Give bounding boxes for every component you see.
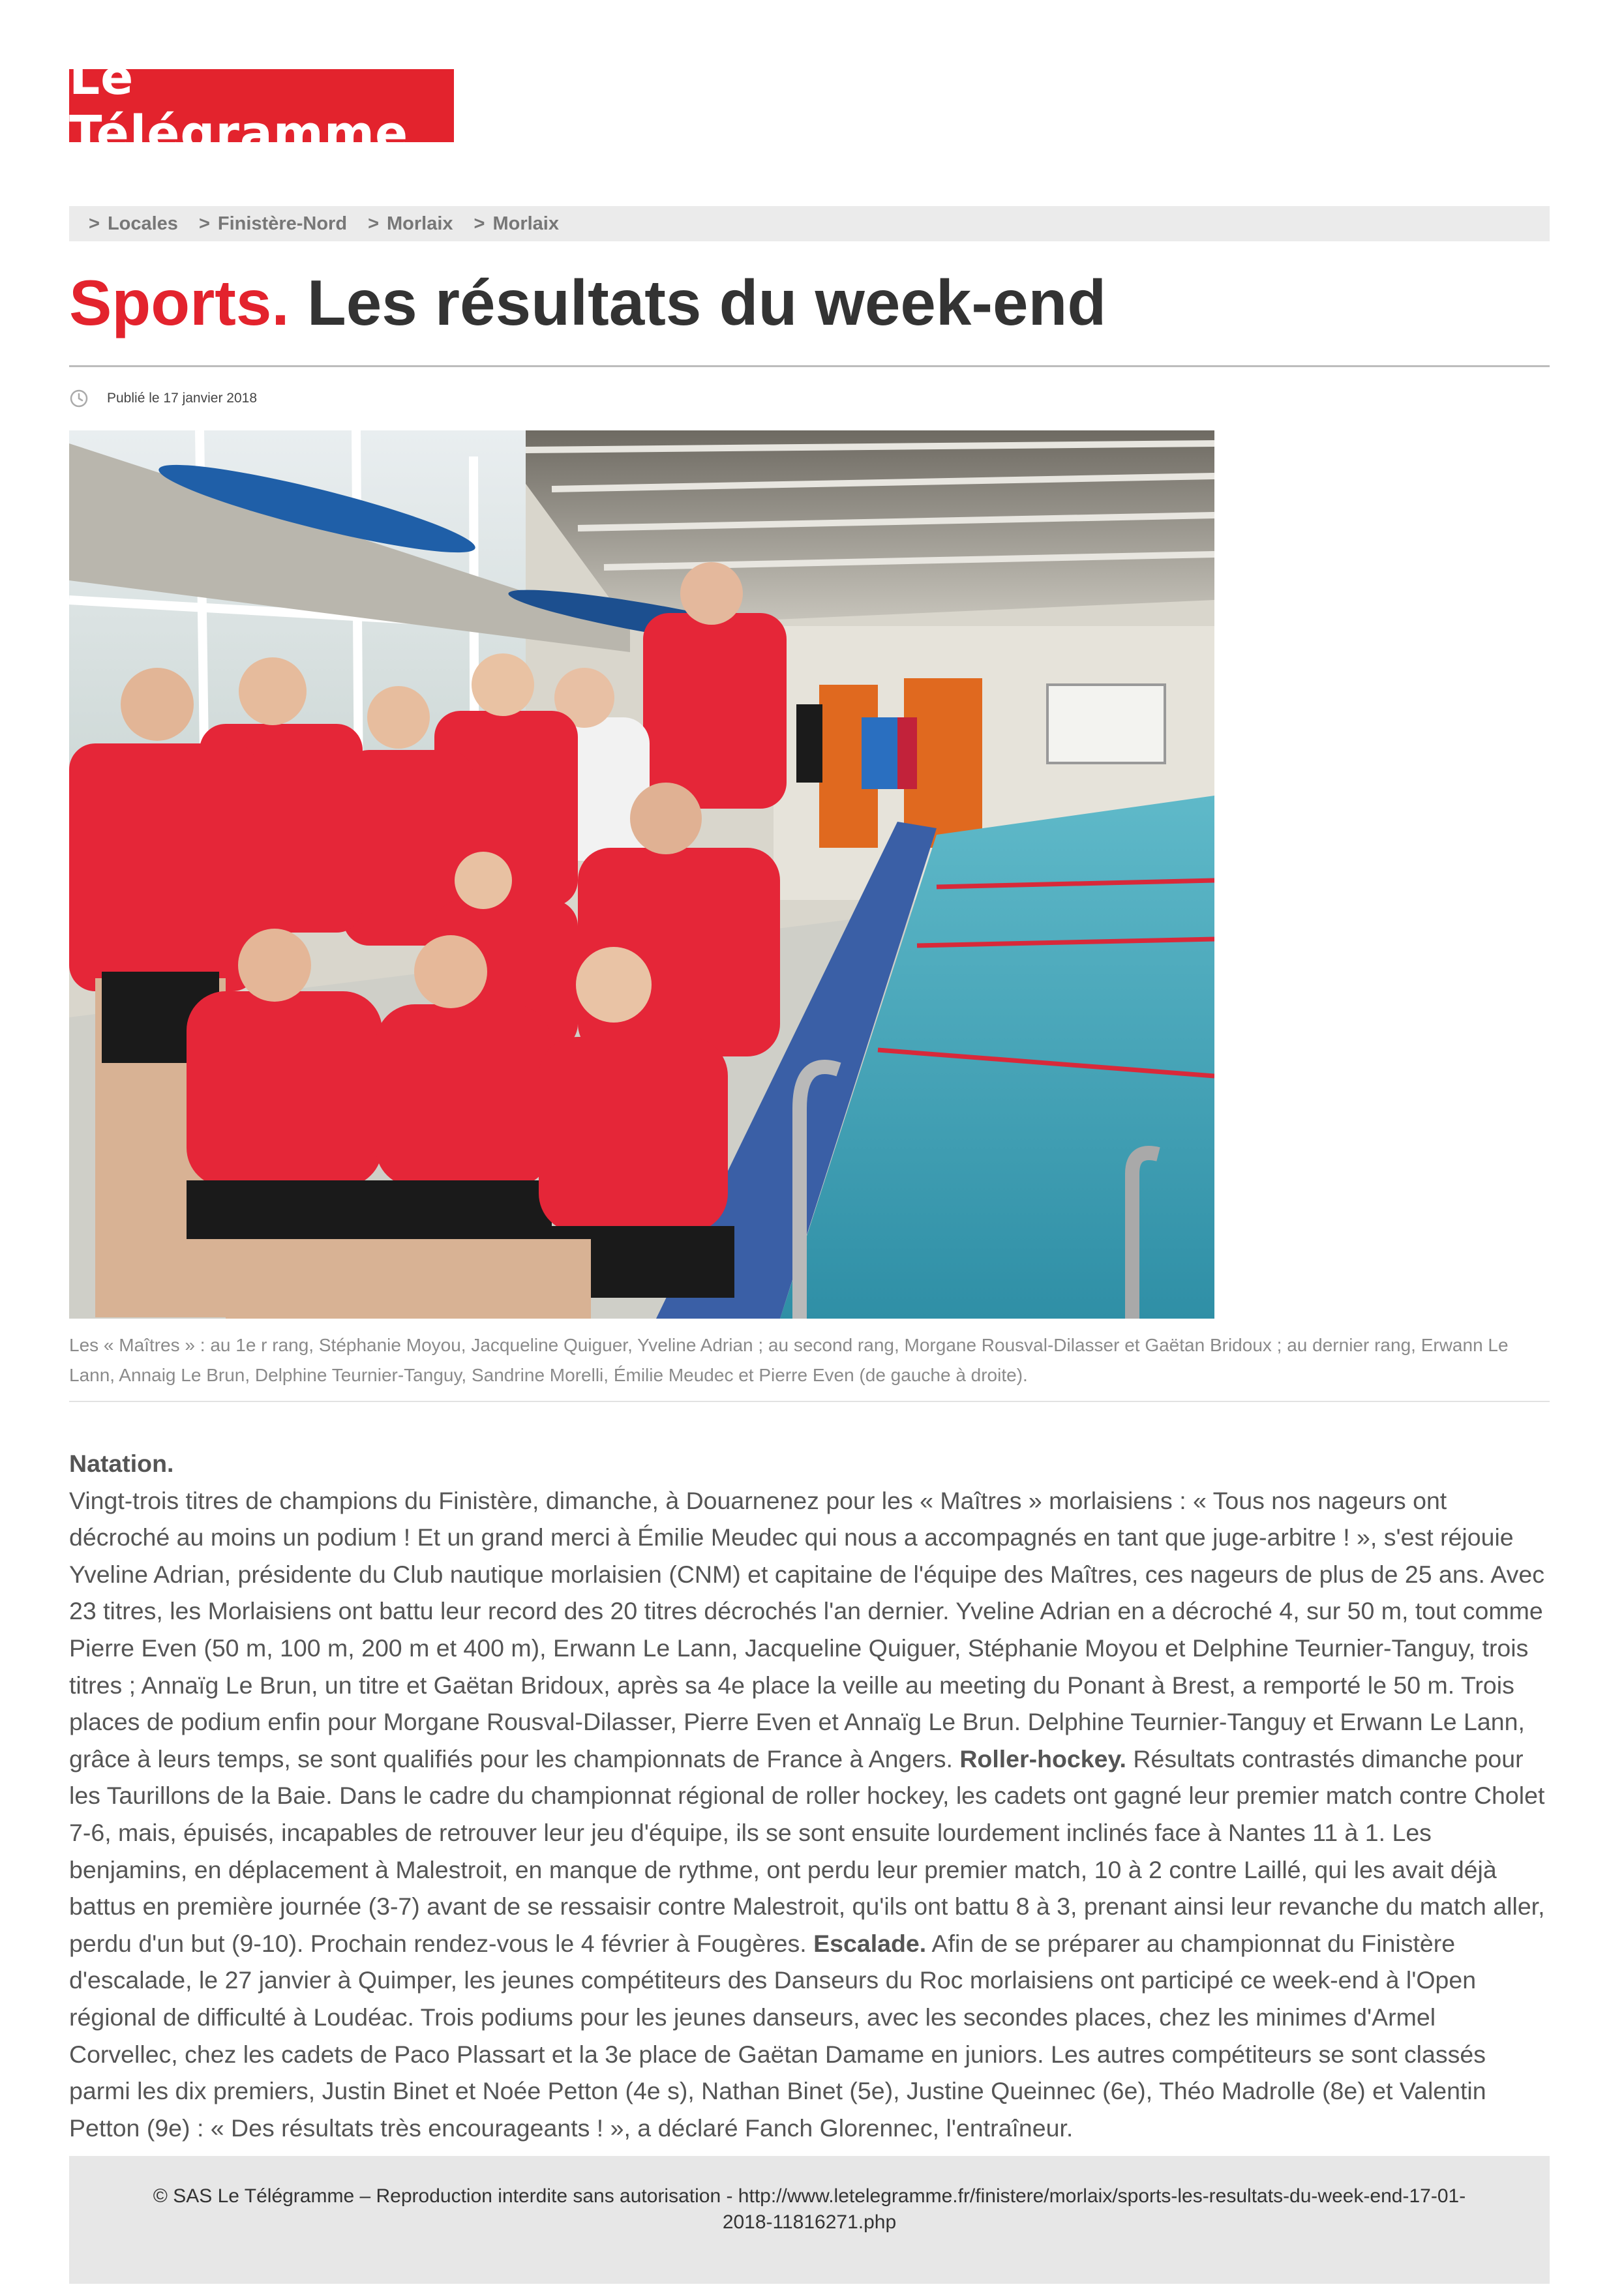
breadcrumb-item-locales[interactable]: > Locales — [89, 213, 178, 234]
publication-date-text: Publié le 17 janvier 2018 — [107, 391, 257, 406]
section-text-roller-hockey: Résultats contrastés dimanche pour les Taurillons de la Baie. Dans le cadre du championnat régional de roller hockey, les cadets ont gagné leur premier match contre Cholet 7-6, mais, épuisés, incapables de retrouver leur jeu d'équipe, ils se sont ensuite lourdement inclinés face à Nantes 11 à 1. Les benjamins, en déplacement à Malestroit, en manque de rythme, ont perdu leur premier match, 10 à 2 contre Laillé, qui les avait déjà battus en première journée (3-7) avant de se ressaisir contre Malestroit, qu'ils ont battu 8 à 3, prenant ainsi leur revanche du match aller, perdu d'un but (9-10). Prochain rendez-vous le 4 février à Fougères. — [69, 1744, 1545, 1957]
breadcrumb-item-morlaix[interactable]: > Morlaix — [368, 213, 453, 234]
group-photo-swimming-pool-icon — [69, 430, 1214, 1319]
article-title-text: Les résultats du week-end — [307, 267, 1107, 338]
clock-icon — [69, 389, 89, 408]
title-divider — [69, 365, 1550, 367]
article-title — [69, 265, 1106, 342]
section-title-natation: Natation. — [69, 1450, 174, 1477]
section-text-escalade: Afin de se préparer au championnat du Finistère d'escalade, le 27 janvier à Quimper, les jeunes compétiteurs des Danseurs du Roc morlaisiens ont participé ce week-end à l'Open régional de difficulté à Loudéac. Trois podiums pour les jeunes danseurs, avec les secondes places, chez les minimes d'Armel Corvellec, chez les cadets de Paco Plassart et la 3e place de Gaëtan Damame en juniors. Les autres compétiteurs se sont classés parmi les dix premiers, Justin Binet et Noée Petton (4e s), Nathan Binet (5e), Justine Queinnec (6e), Théo Madrolle (8e) et Valentin Petton (9e) : « Des résultats très encourageants ! », a déclaré Fanch Glorennec, l'entraîneur. — [69, 1929, 1486, 2142]
section-title-escalade: Escalade. — [813, 1929, 927, 1957]
copyright-footer — [69, 2156, 1550, 2284]
copyright-text: © SAS Le Télégramme – Reproduction interdite sans autorisation - http://www.letelegramme.fr/finistere/morlaix/sports-les-resultats-du-week-end-17-01-2018-11816271.php — [153, 2185, 1466, 2233]
breadcrumb-item-morlaix-2[interactable]: > Morlaix — [474, 213, 559, 234]
article-kicker: Sports. — [69, 267, 290, 338]
section-title-roller-hockey: Roller-hockey. — [959, 1744, 1126, 1773]
article-photo[interactable] — [69, 430, 1214, 1319]
site-logo[interactable] — [69, 50, 454, 162]
article-body — [69, 1445, 1551, 2146]
caption-divider — [69, 1401, 1550, 1402]
photo-caption: Les « Maîtres » : au 1e r rang, Stéphanie Moyou, Jacqueline Quiguer, Yveline Adrian ; au second rang, Morgane Rousval-Dilasser et Gaëtan Bridoux ; au dernier rang, Erwann Le Lann, Annaig Le Brun, Delphine Teurnier-Tanguy, Sandrine Morelli, Émilie Meudec et Pierre Even (de gauche à droite). — [69, 1335, 1509, 1385]
breadcrumb-item-finistere-nord[interactable]: > Finistère-Nord — [198, 213, 348, 234]
section-text-natation: Vingt-trois titres de champions du Finistère, dimanche, à Douarnenez pour les « Maîtres » morlaisiens : « Tous nos nageurs ont décroché au moins un podium ! Et un grand merci à Émilie Meudec qui nous a accompagnés en tant que juge-arbitre ! », s'est réjouie Yveline Adrian, présidente du Club nautique morlaisien (CNM) et capitaine de l'équipe des Maîtres, ces nageurs de plus de 25 ans. Avec 23 titres, les Morlaisiens ont battu leur record des 20 titres décrochés l'an dernier. Yveline Adrian en a décroché 4, sur 50 m, tout comme Pierre Even (50 m, 100 m, 200 m et 400 m), Erwann Le Lann, Jacqueline Quiguer, Stéphanie Moyou et Delphine Teurnier-Tanguy, trois titres ; Annaïg Le Brun, un titre et Gaëtan Bridoux, après sa 4e place la veille au meeting du Ponant à Brest, a remporté le 50 m. Trois places de podium enfin pour Morgane Rousval-Dilasser, Pierre Even et Annaïg Le Brun. Delphine Teurnier-Tanguy et Erwann Le Lann, grâce à leurs temps, se sont qualifiés pour les championnats de France à Angers. — [69, 1486, 1544, 1773]
logo-text: Le Télégramme — [69, 50, 409, 162]
publication-date — [69, 389, 257, 408]
breadcrumb — [69, 206, 1550, 241]
